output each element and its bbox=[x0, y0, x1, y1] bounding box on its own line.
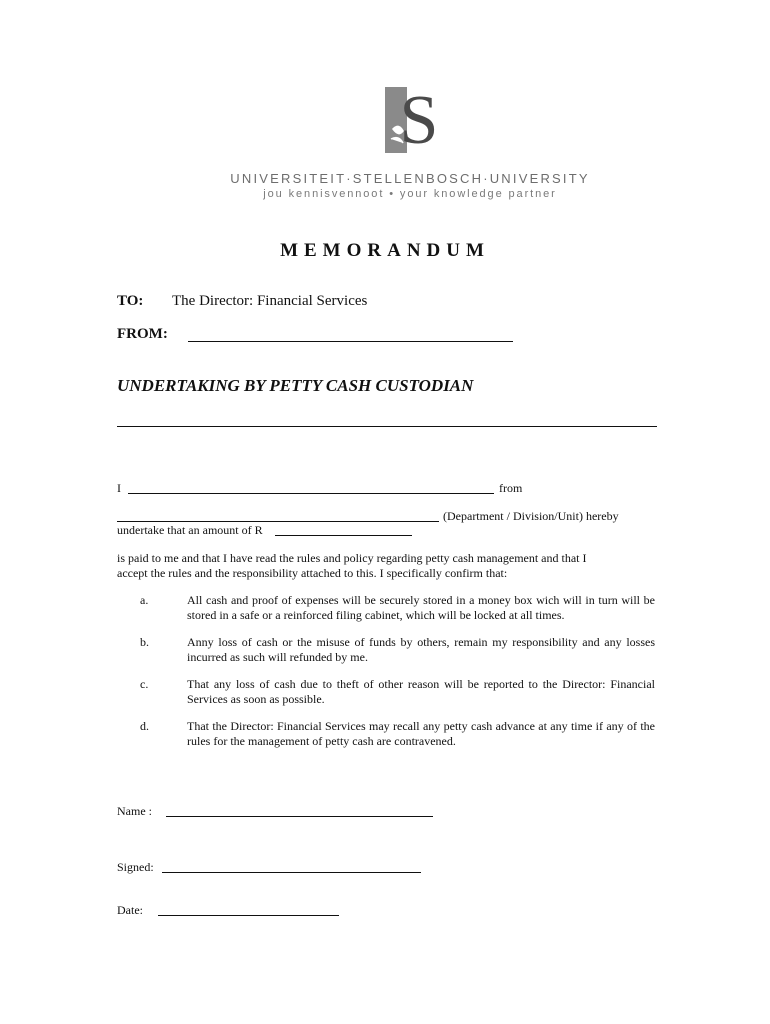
university-tagline: jou kennisvennoot • your knowledge partner bbox=[263, 188, 557, 200]
department-suffix: (Department / Division/Unit) hereby bbox=[443, 509, 619, 523]
item-text-a: All cash and proof of expenses will be securely stored in a money box wich will in turn will be stored in a safe or a reinforced filing cabinet, which will be locked at all times. bbox=[187, 593, 655, 622]
university-crest-icon bbox=[385, 87, 440, 153]
memo-title: MEMORANDUM bbox=[280, 240, 490, 261]
from-word: from bbox=[499, 481, 523, 495]
university-logo bbox=[385, 87, 440, 153]
to-value: The Director: Financial Services bbox=[172, 293, 368, 309]
undertake-prefix: undertake that an amount of R bbox=[117, 523, 263, 537]
paragraph-line-2: accept the rules and the responsibility attached to this. I specifically confirm that: bbox=[117, 566, 508, 580]
item-text-b: Anny loss of cash or the misuse of funds by others, remain my responsibility and any losses incurred as such will refunded by me. bbox=[187, 635, 655, 664]
document-heading: UNDERTAKING BY PETTY CASH CUSTODIAN bbox=[117, 376, 474, 395]
date-label: Date: bbox=[117, 903, 143, 917]
name-label: Name : bbox=[117, 804, 152, 818]
custodian-name-field[interactable] bbox=[128, 480, 494, 494]
item-letter-d: d. bbox=[140, 719, 149, 733]
amount-field[interactable] bbox=[275, 522, 412, 536]
from-label: FROM: bbox=[117, 326, 168, 342]
signed-label: Signed: bbox=[117, 860, 154, 874]
university-name: UNIVERSITEIT·STELLENBOSCH·UNIVERSITY bbox=[230, 171, 590, 186]
department-field[interactable] bbox=[117, 508, 439, 522]
paragraph-line-1: is paid to me and that I have read the rules and policy regarding petty cash management and that I bbox=[117, 551, 587, 565]
name-field[interactable] bbox=[166, 803, 433, 817]
from-field[interactable] bbox=[188, 326, 513, 342]
date-field[interactable] bbox=[158, 902, 339, 916]
i-word: I bbox=[117, 481, 121, 495]
heading-rule bbox=[117, 426, 657, 427]
item-letter-a: a. bbox=[140, 593, 149, 607]
to-label: TO: bbox=[117, 293, 144, 309]
item-letter-b: b. bbox=[140, 635, 149, 649]
item-text-d: That the Director: Financial Services may recall any petty cash advance at any time if any of the rules for the management of petty cash are contravened. bbox=[187, 719, 655, 748]
item-text-c: That any loss of cash due to theft of other reason will be reported to the Director: Financial Services as soon as possible. bbox=[187, 677, 655, 706]
svg-text:S: S bbox=[399, 87, 439, 153]
item-letter-c: c. bbox=[140, 677, 149, 691]
signature-field[interactable] bbox=[162, 859, 421, 873]
